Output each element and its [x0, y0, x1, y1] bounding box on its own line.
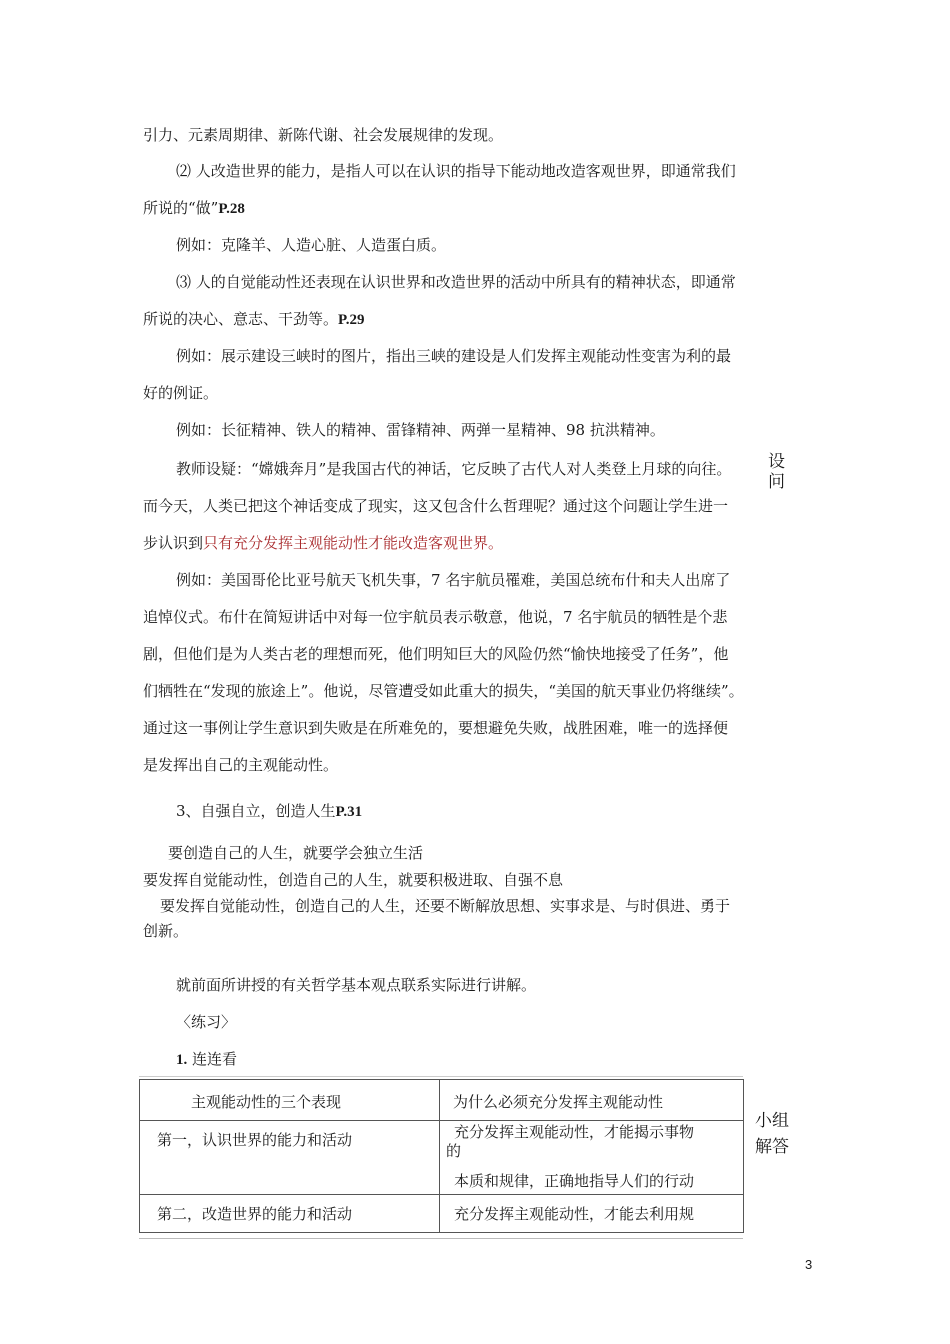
page-reference: P.31: [335, 804, 363, 820]
side-note-shewen: 设: [768, 452, 785, 472]
text-span: 步认识到: [143, 534, 204, 552]
page-reference: P.29: [338, 312, 365, 328]
header-left: 主观能动性的三个表现: [191, 1093, 342, 1111]
table-bottom-rule: [139, 1238, 743, 1239]
table-cell: [140, 1080, 440, 1121]
text-span: 连连看: [192, 1050, 238, 1068]
row2-right: 充分发挥主观能动性，才能去利用规: [454, 1205, 695, 1223]
text-line: 追悼仪式。布什在简短讲话中对每一位宇航员表示敬意，他说，7 名宇航员的牺牲是个悲: [143, 608, 728, 626]
table-row: [140, 1121, 744, 1195]
text-line: 引力、元素周期律、新陈代谢、社会发展规律的发现。: [143, 126, 504, 144]
text-line: 通过这一事例让学生意识到失败是在所难免的，要想避免失败，战胜困难，唯一的选择便: [143, 719, 729, 737]
table-top-rule: [139, 1076, 743, 1077]
text-span: 所说的“做”: [143, 199, 219, 217]
text-span: 3、自强自立，创造人生: [176, 802, 336, 820]
text-line: [143, 533, 503, 553]
table-cell: [440, 1195, 744, 1233]
text-line: 好的例证。: [143, 384, 219, 402]
text-line: 例如：展示建设三峡时的图片，指出三峡的建设是人们发挥主观能动性变害为利的最: [176, 347, 732, 365]
page-reference: P.28: [218, 201, 245, 217]
text-line: 就前面所讲授的有关哲学基本观点联系实际进行讲解。: [176, 976, 537, 994]
table-row: [140, 1195, 744, 1233]
side-note-shewen: 问: [768, 472, 785, 492]
exercise-heading: 〈练习〉: [176, 1013, 237, 1031]
text-line: 例如：长征精神、铁人的精神、雷锋精神、两弹一星精神、98 抗洪精神。: [176, 421, 665, 439]
table-cell: [140, 1195, 440, 1233]
text-line: 要发挥自觉能动性，创造自己的人生，就要积极进取、自强不息: [143, 871, 564, 889]
text-line: 们牺牲在“发现的旅途上”。他说，尽管遭受如此重大的损失，“美国的航天事业仍将继续”。: [143, 682, 744, 700]
header-right: 为什么必须充分发挥主观能动性: [453, 1093, 664, 1111]
text-line: [143, 309, 365, 330]
text-line: 创新。: [143, 922, 189, 940]
text-line: ⑶ 人的自觉能动性还表现在认识世界和改造世界的活动中所具有的精神状态，即通常: [176, 273, 736, 291]
row2-left: 第二，改造世界的能力和活动: [157, 1205, 353, 1223]
text-line: 是发挥出自己的主观能动性。: [143, 756, 339, 774]
page-number: 3: [805, 1257, 813, 1272]
row1-right-line: 的: [446, 1142, 462, 1160]
text-line: 例如：美国哥伦比亚号航天飞机失事，7 名宇航员罹难，美国总统布什和夫人出席了: [176, 571, 731, 589]
text-line: 而今天，人类已把这个神话变成了现实，这又包含什么哲理呢？通过这个问题让学生进一: [143, 497, 729, 515]
text-line: 要创造自己的人生，就要学会独立生活: [168, 844, 424, 862]
row1-right-line: 充分发挥主观能动性，才能揭示事物: [454, 1123, 695, 1141]
text-line: ⑵ 人改造世界的能力，是指人可以在认识的指导下能动地改造客观世界，即通常我们: [176, 162, 736, 180]
text-line: 例如：克隆羊、人造心脏、人造蛋白质。: [176, 236, 447, 254]
table-cell: [440, 1121, 744, 1195]
matching-table: [139, 1079, 744, 1233]
side-note-group: 解答: [755, 1137, 789, 1157]
section-heading: [176, 801, 362, 822]
side-note-group: 小组: [755, 1111, 789, 1131]
item-number: 1.: [176, 1052, 188, 1068]
text-line: 要发挥自觉能动性，创造自己的人生，还要不断解放思想、实事求是、与时俱进、勇于: [160, 897, 731, 915]
table-cell: [140, 1121, 440, 1195]
row1-left: 第一，认识世界的能力和活动: [157, 1131, 353, 1149]
table-row: [140, 1080, 744, 1121]
highlighted-text: 只有充分发挥主观能动性才能改造客观世界。: [203, 534, 504, 552]
text-line: 教师设疑：“嫦娥奔月”是我国古代的神话，它反映了古代人对人类登上月球的向往。: [176, 460, 732, 478]
text-span: 所说的决心、意志、干劲等。: [143, 310, 339, 328]
table-cell: [440, 1080, 744, 1121]
text-line: 剧，但他们是为人类古老的理想而死，他们明知巨大的风险仍然“愉快地接受了任务”，他: [143, 645, 729, 663]
row1-right-line: 本质和规律，正确地指导人们的行动: [454, 1172, 695, 1190]
text-line: [143, 198, 245, 219]
exercise-item: [176, 1049, 237, 1070]
